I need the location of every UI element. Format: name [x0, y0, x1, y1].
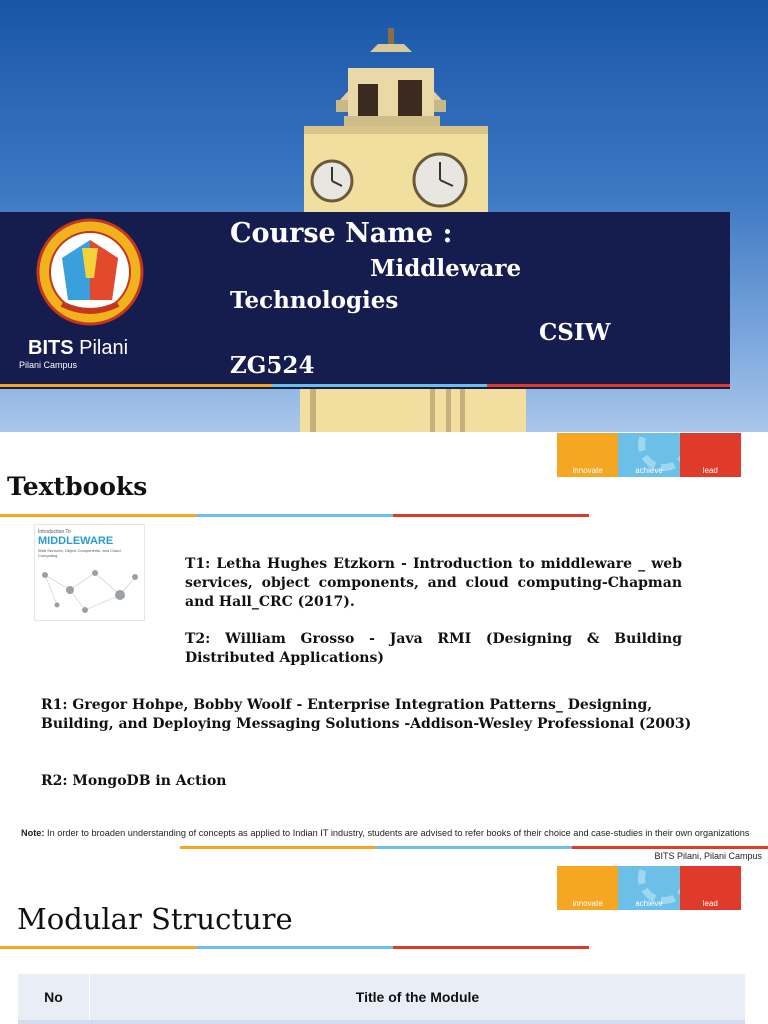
textbook-t1: T1: Letha Hughes Etzkorn - Introduction to middleware _ web services, object components, and cloud computing-Chapman and Hall_CRC (2017). [185, 556, 682, 610]
brand-innovate: innovate [572, 466, 603, 475]
textbook-t2: T2: William Grosso - Java RMI (Designing & Building Distributed Applications) [185, 631, 682, 666]
table-row [18, 1020, 745, 1024]
note-text: Note: In order to broaden understanding of concepts as applied to Indian IT industry, students are advised to refer books of their choice and case-studies in their own organizations [21, 828, 750, 838]
brand-innovate: innovate [572, 899, 603, 908]
bits-pilani-name: BITS Pilani [28, 337, 129, 359]
banner-color-stripe [0, 384, 730, 387]
footer-campus: BITS Pilani, Pilani Campus [654, 851, 762, 861]
column-header-no: No [18, 974, 90, 1020]
course-title-line: Technologies [230, 287, 399, 314]
footer-line [180, 846, 768, 849]
course-title-line: Middleware [370, 255, 522, 282]
course-title-line: ZG524 [230, 352, 315, 379]
module-table [18, 974, 745, 1024]
title-slide [0, 0, 768, 432]
brand-lead: lead [702, 466, 718, 475]
column-header-title: Title of the Module [355, 989, 480, 1005]
book-cover-image: Introduction To MIDDLEWARE Web Services, Object Components, and Cloud Computing [34, 524, 145, 621]
table-header-row [18, 974, 745, 1020]
reference-r1: R1: Gregor Hohpe, Bobby Woolf - Enterprise Integration Patterns_ Designing, Building, and Deploying Messaging Solutions -Addison-Wesley Professional (2003) [41, 697, 692, 732]
textbooks-title: Textbooks [7, 472, 148, 501]
brand-strip [557, 866, 741, 910]
bits-emblem-logo [22, 218, 158, 330]
brand-achieve: achieve [635, 466, 663, 475]
reference-r2: R2: MongoDB in Action [41, 773, 227, 789]
network-graphic [35, 555, 145, 621]
brand-strip [557, 433, 741, 477]
course-title-line: Course Name : [230, 218, 453, 249]
modular-structure-title: Modular Structure [17, 902, 293, 936]
course-title-line: CSIW [539, 319, 611, 346]
title-underline [0, 946, 589, 949]
title-underline [0, 514, 589, 517]
brand-achieve: achieve [635, 899, 663, 908]
campus-label: Pilani Campus [19, 360, 78, 370]
brand-lead: lead [702, 899, 718, 908]
